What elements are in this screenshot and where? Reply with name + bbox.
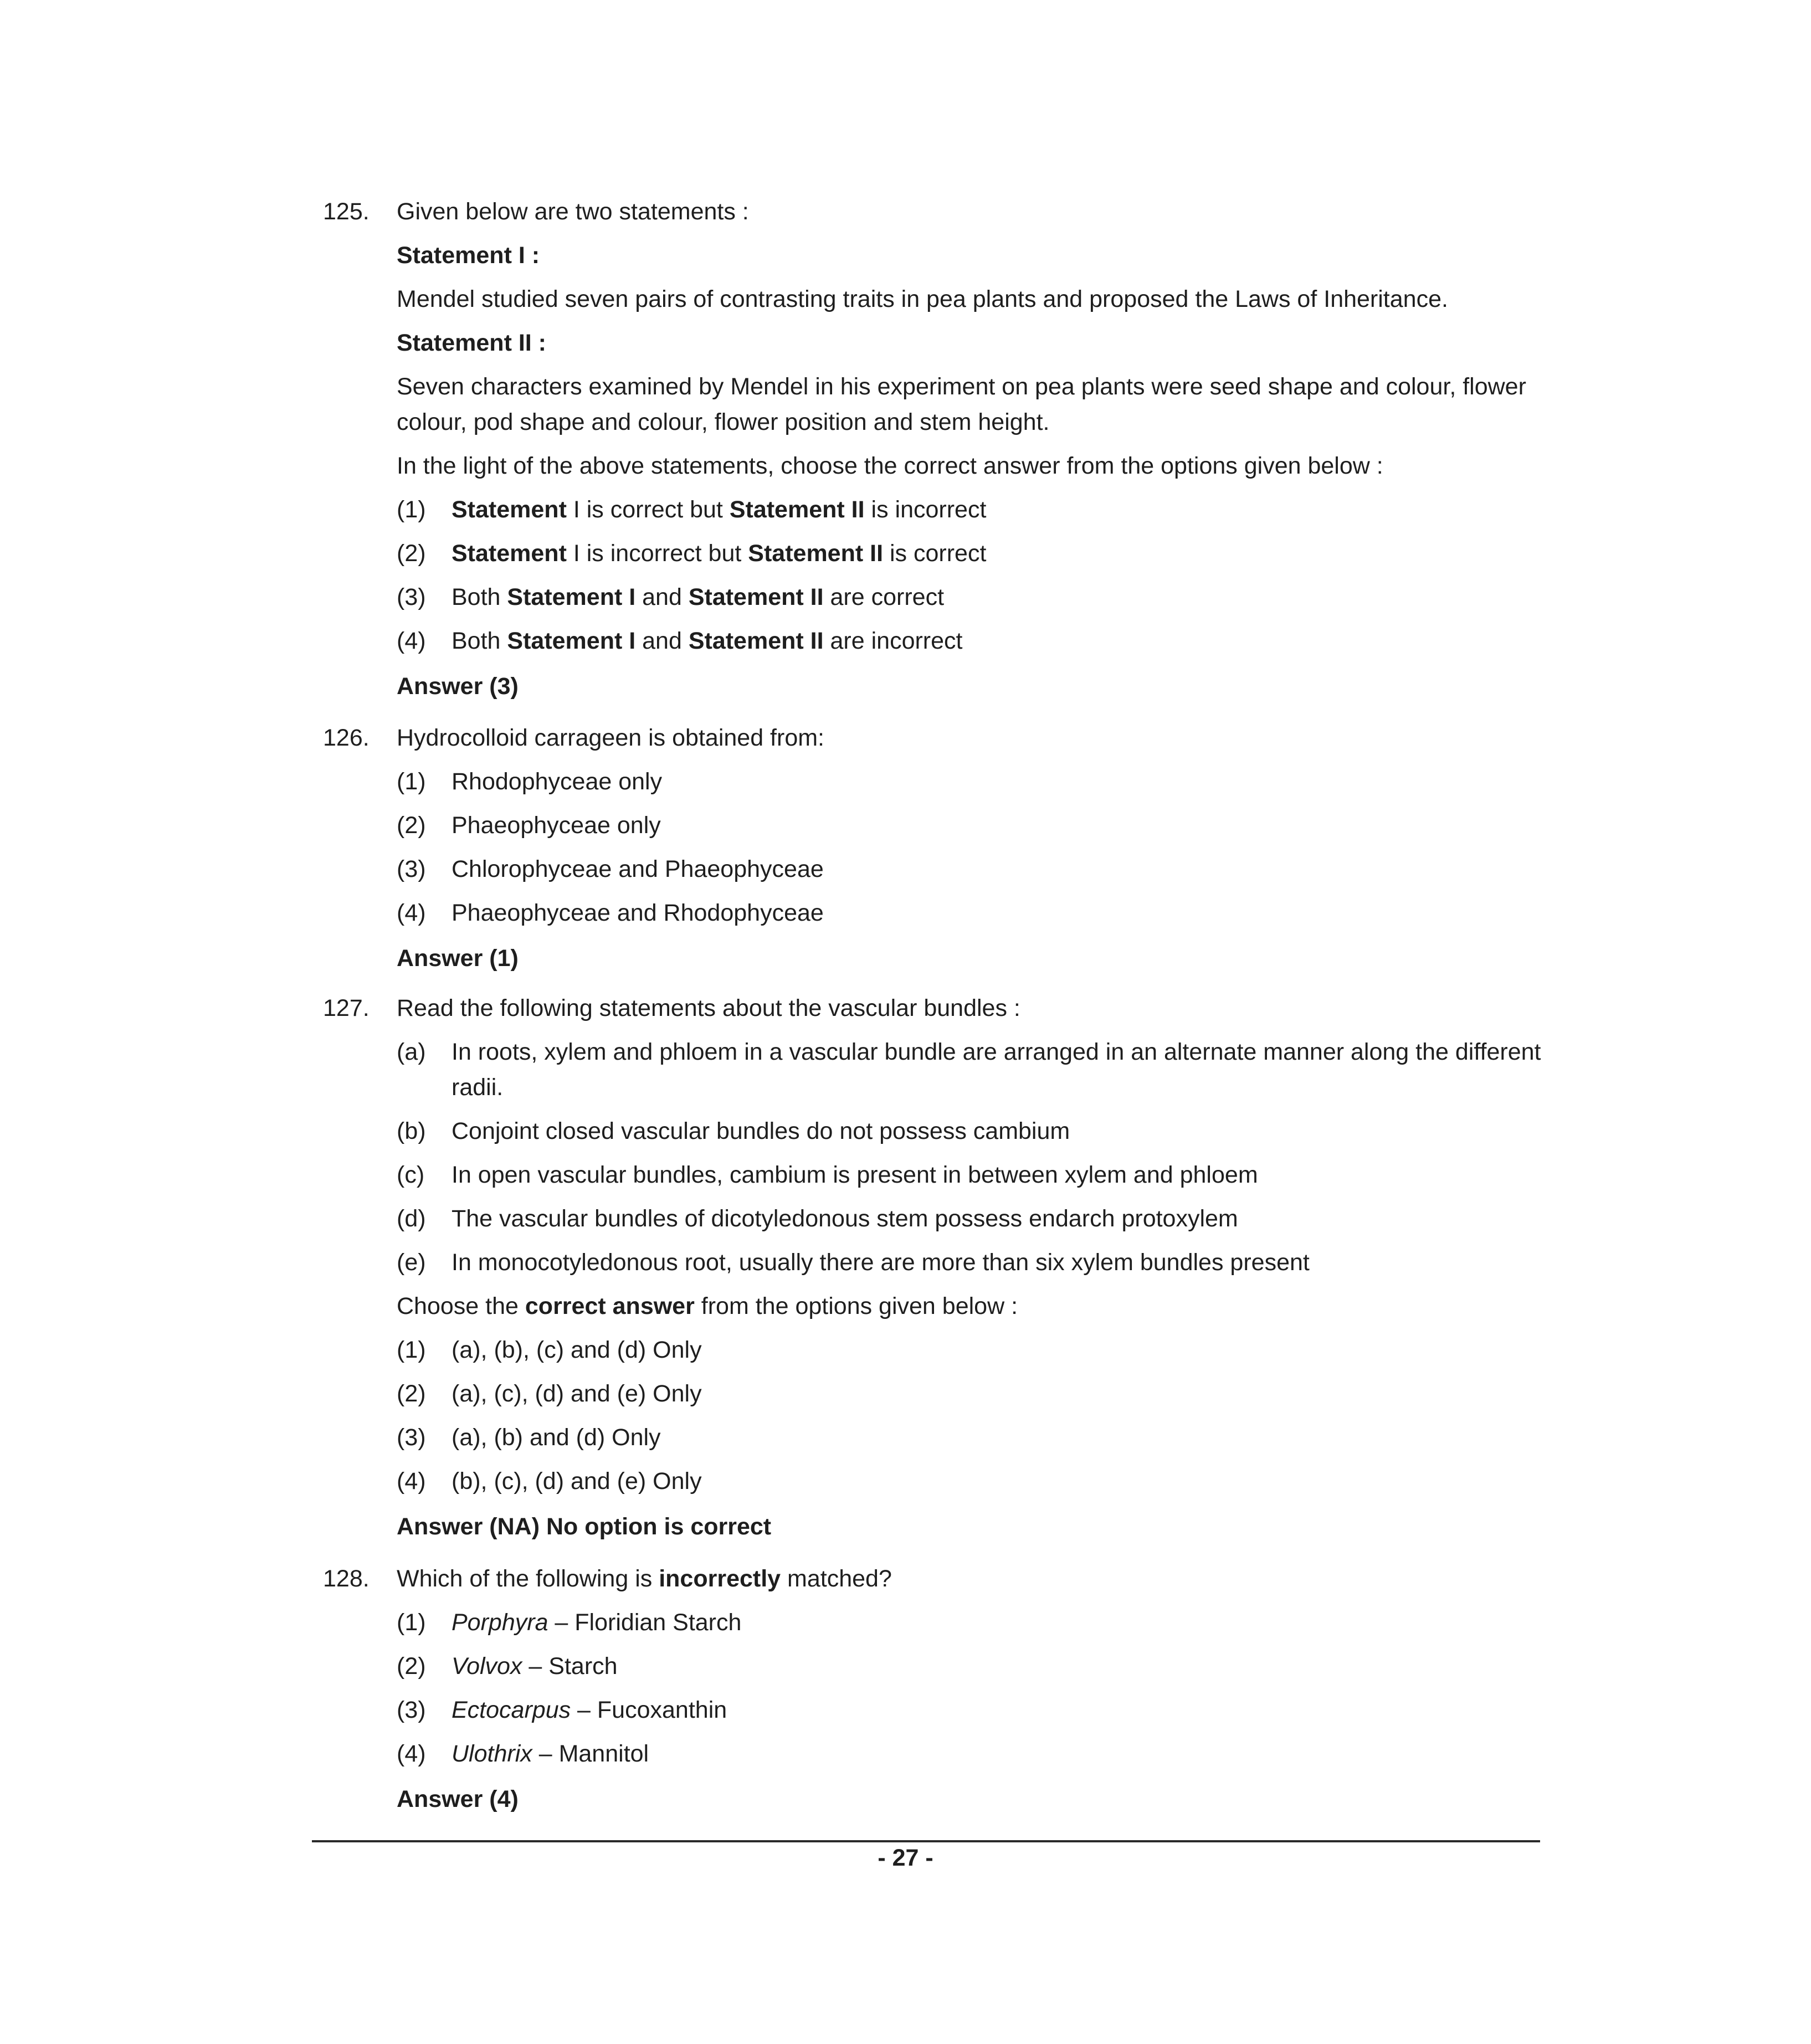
option-text: Ulothrix – Mannitol <box>452 1740 649 1767</box>
answer: Answer (3) <box>397 673 519 700</box>
option <box>397 808 1542 843</box>
option <box>397 1648 1542 1684</box>
statement-text: In open vascular bundles, cambium is present in between xylem and phloem <box>452 1162 1258 1188</box>
question-stem: Given below are two statements : <box>397 198 749 225</box>
statement-item <box>397 1201 1542 1236</box>
option-text: Statement I is incorrect but Statement II is correct <box>452 540 987 567</box>
option-label: (2) <box>397 1380 426 1407</box>
option-text: Chlorophyceae and Phaeophyceae <box>452 856 824 882</box>
option-text: Volvox – Starch <box>452 1653 618 1680</box>
option-label: (3) <box>397 584 426 610</box>
option-label: (1) <box>397 496 426 523</box>
option <box>397 492 1542 527</box>
option-text: Phaeophyceae only <box>452 812 661 839</box>
question-128 <box>323 1561 1542 1817</box>
question-stem: Hydrocolloid carrageen is obtained from: <box>397 725 825 751</box>
statement-label: (d) <box>397 1205 426 1232</box>
option-text: Ectocarpus – Fucoxanthin <box>452 1697 727 1723</box>
option <box>397 1376 1542 1411</box>
option <box>397 1420 1542 1455</box>
option-label: (4) <box>397 1740 426 1767</box>
option-label: (2) <box>397 1653 426 1680</box>
option <box>397 1463 1542 1499</box>
option-label: (1) <box>397 1337 426 1363</box>
statement-text: The vascular bundles of dicotyledonous stem possess endarch protoxylem <box>452 1205 1238 1232</box>
option <box>397 579 1542 615</box>
question-number: 126. <box>323 725 370 751</box>
statement-2-text: Seven characters examined by Mendel in his experiment on pea plants were seed shape and colour, flower colour, pod shape and colour, flower position and stem height. <box>397 373 1526 435</box>
option <box>397 851 1542 887</box>
answer: Answer (4) <box>397 1786 519 1812</box>
option-text: (b), (c), (d) and (e) Only <box>452 1468 702 1495</box>
option-text: Porphyra – Floridian Starch <box>452 1609 742 1636</box>
answer: Answer (NA) No option is correct <box>397 1513 772 1540</box>
option-label: (2) <box>397 812 426 839</box>
option <box>397 895 1542 931</box>
option-label: (3) <box>397 856 426 882</box>
statement-text: Conjoint closed vascular bundles do not possess cambium <box>452 1118 1070 1144</box>
option <box>397 1332 1542 1368</box>
question-125 <box>323 194 1542 704</box>
question-126 <box>323 720 1542 976</box>
statement-text: In roots, xylem and phloem in a vascular bundle are arranged in an alternate manner along the different radii. <box>452 1039 1541 1101</box>
option-label: (3) <box>397 1424 426 1451</box>
option <box>397 1736 1542 1771</box>
question-stem: Read the following statements about the vascular bundles : <box>397 995 1020 1021</box>
statement-label: (b) <box>397 1118 426 1144</box>
answer: Answer (1) <box>397 945 519 972</box>
question-number: 128. <box>323 1565 370 1592</box>
statement-label: (e) <box>397 1249 426 1276</box>
question-number: 127. <box>323 995 370 1021</box>
option <box>397 1692 1542 1728</box>
statement-item <box>397 1245 1542 1280</box>
statement-item <box>397 1034 1542 1105</box>
question-number: 125. <box>323 198 370 225</box>
option <box>397 536 1542 571</box>
statement-1-label: Statement I : <box>397 242 540 269</box>
option-label: (3) <box>397 1697 426 1723</box>
option-text: (a), (b) and (d) Only <box>452 1424 661 1451</box>
option-text: Statement I is correct but Statement II is incorrect <box>452 496 987 523</box>
statement-text: In monocotyledonous root, usually there are more than six xylem bundles present <box>452 1249 1310 1276</box>
option-text: Phaeophyceae and Rhodophyceae <box>452 900 824 926</box>
question-127 <box>323 990 1542 1544</box>
question-stem: Which of the following is incorrectly matched? <box>397 1565 892 1592</box>
question-prompt: In the light of the above statements, choose the correct answer from the options given below : <box>397 453 1383 479</box>
option-text: (a), (b), (c) and (d) Only <box>452 1337 702 1363</box>
option-text: Both Statement I and Statement II are correct <box>452 584 945 610</box>
option-label: (2) <box>397 540 426 567</box>
statement-item <box>397 1113 1542 1149</box>
option-label: (1) <box>397 1609 426 1636</box>
option-text: (a), (c), (d) and (e) Only <box>452 1380 702 1407</box>
statement-label: (a) <box>397 1039 426 1065</box>
option <box>397 623 1542 659</box>
option <box>397 1605 1542 1640</box>
footer-rule <box>312 1840 1540 1842</box>
statement-1-text: Mendel studied seven pairs of contrasting traits in pea plants and proposed the Laws of Inheritance. <box>397 286 1448 312</box>
statement-2-label: Statement II : <box>397 330 546 356</box>
option <box>397 764 1542 799</box>
option-label: (1) <box>397 768 426 795</box>
statement-label: (c) <box>397 1162 425 1188</box>
question-prompt: Choose the correct answer from the options given below : <box>397 1293 1018 1319</box>
option-label: (4) <box>397 900 426 926</box>
option-text: Rhodophyceae only <box>452 768 663 795</box>
statement-item <box>397 1157 1542 1193</box>
option-label: (4) <box>397 628 426 654</box>
option-text: Both Statement I and Statement II are incorrect <box>452 628 963 654</box>
option-label: (4) <box>397 1468 426 1495</box>
page-number: - 27 - <box>878 1845 933 1871</box>
